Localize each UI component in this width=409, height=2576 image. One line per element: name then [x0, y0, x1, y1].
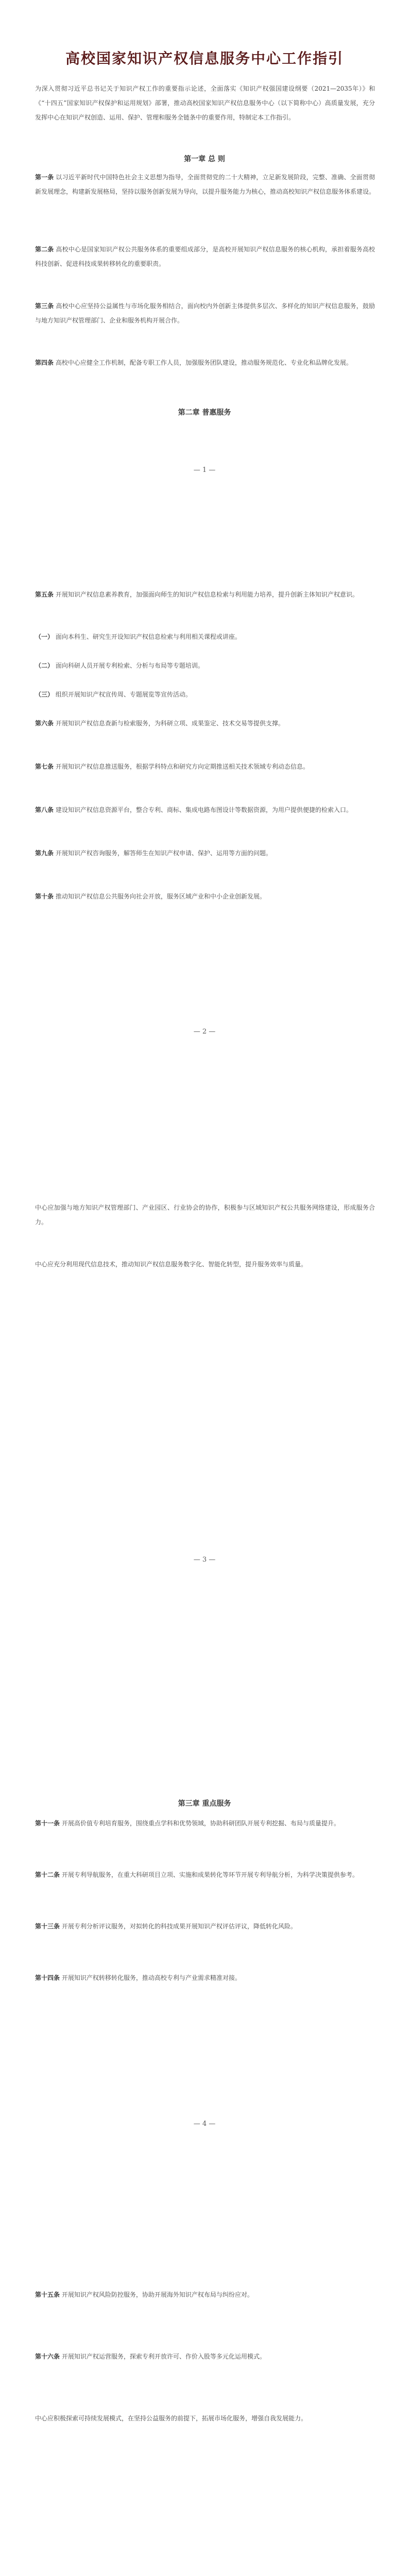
article-label: （三）	[35, 691, 54, 698]
article-label: （一）	[35, 633, 54, 640]
article-text: 推动知识产权信息公共服务向社会开放，服务区域产业和中小企业创新发展。	[55, 893, 266, 900]
article-text: 组织开展知识产权宣传周、专题展览等宣传活动。	[55, 691, 192, 698]
chapter-heading: 第一章 总 则	[184, 155, 225, 163]
article-text: 开展高价值专利培育服务，围绕重点学科和优势领域，协助科研团队开展专利挖掘、布局与质量提升。	[61, 1820, 340, 1827]
page-number: — 2 —	[193, 1028, 216, 1036]
article-text: 开展知识产权信息推送服务，根据学科特点和研究方向定期推送相关技术领域专利动态信息。	[55, 763, 309, 770]
page-title: 高校国家知识产权信息服务中心工作指引	[65, 50, 344, 67]
article	[35, 658, 375, 673]
article-label: 第一条	[35, 174, 54, 181]
article-label: 第九条	[35, 850, 54, 857]
article-text: 开展知识产权咨询服务，解答师生在知识产权申请、保护、运用等方面的问题。	[55, 850, 272, 857]
article-text: 建设知识产权信息资源平台，整合专利、商标、集成电路布图设计等数据资源，为用户提供便捷的检索入口。	[55, 806, 352, 814]
article-label: 第十三条	[35, 1923, 60, 1930]
article-text: 开展知识产权信息查新与检索服务，为科研立项、成果鉴定、技术交易等提供支撑。	[55, 720, 284, 727]
article-label: 第十一条	[35, 1820, 60, 1827]
article	[35, 889, 375, 904]
chapter-heading: 第二章 普惠服务	[178, 409, 231, 417]
article-label: 第五条	[35, 591, 54, 598]
article-label: 第十四条	[35, 1974, 60, 1981]
article	[35, 846, 375, 860]
article-label: 第四条	[35, 359, 54, 366]
article-label: 第十条	[35, 893, 54, 900]
article-text: 高校中心是国家知识产权公共服务体系的重要组成部分，是高校开展知识产权信息服务的核心机构，承担着服务高校科技创新、促进科技成果转移转化的重要职责。	[35, 246, 375, 267]
article-label: 第七条	[35, 763, 54, 770]
article	[35, 170, 375, 199]
article-text: 开展知识产权风险防控服务，协助开展海外知识产权布局与纠纷应对。	[61, 2291, 253, 2298]
article-label: 第十五条	[35, 2291, 60, 2298]
article	[35, 299, 375, 328]
page-number: — 4 —	[193, 2120, 216, 2128]
article-text: 开展专利导航服务，在重大科研项目立项、实施和成果转化等环节开展专利导航分析，为科学决策提供参考。	[61, 1871, 359, 1878]
article-label: 第十六条	[35, 2353, 60, 2360]
article-text: 开展专利分析评议服务，对拟转化的科技成果开展知识产权评估评议，降低转化风险。	[61, 1923, 297, 1930]
chapter-heading: 第三章 重点服务	[178, 1800, 231, 1808]
article-text: 开展知识产权转移转化服务，推动高校专利与产业需求精准对接。	[61, 1974, 241, 1981]
preface-paragraph: 为深入贯彻习近平总书记关于知识产权工作的重要指示论述，全面落实《知识产权强国建设纲要（2021—2035年）》和《“十四五”国家知识产权保护和运用规划》部署，推动高校国家知识产权信息服务中心（以下简称中心）高质量发展，充分发挥中心在知识产权创造、运用、保护、管理和服务全链条中的重要作用，特制定本工作指引。	[35, 85, 375, 121]
extra-paragraph: 中心应加强与地方知识产权管理部门、产业园区、行业协会的协作，积极参与区域知识产权公共服务网络建设，形成服务合力。	[35, 1204, 375, 1226]
article	[35, 687, 375, 702]
article-text: 以习近平新时代中国特色社会主义思想为指导，全面贯彻党的二十大精神，立足新发展阶段，完整、准确、全面贯彻新发展理念，构建新发展格局，坚持以服务创新发展为导向，以提升服务能力为核心，推动高校知识产权信息服务体系建设。	[35, 174, 376, 195]
article-label: 第三条	[35, 302, 54, 310]
article	[35, 1816, 375, 1831]
article-text: 开展知识产权信息素养教育，加强面向师生的知识产权信息检索与利用能力培养，提升创新主体知识产权意识。	[55, 591, 359, 598]
article-text: 面向科研人员开展专利检索、分析与布局等专题培训。	[55, 662, 204, 669]
article-label: 第二条	[35, 246, 54, 253]
article-label: （二）	[35, 662, 54, 669]
article-text: 高校中心应坚持公益属性与市场化服务相结合，面向校内外创新主体提供多层次、多样化的知识产权信息服务，鼓励与地方知识产权管理部门、企业和服务机构开展合作。	[35, 302, 375, 324]
article	[35, 803, 375, 817]
article-text: 高校中心应健全工作机制，配备专职工作人员，加强服务团队建设，推动服务规范化、专业化和品牌化发展。	[55, 359, 352, 366]
article-label: 第十二条	[35, 1871, 60, 1878]
article-label: 第八条	[35, 806, 54, 814]
article	[35, 2287, 375, 2302]
article	[35, 1971, 375, 1985]
article	[35, 587, 375, 602]
article	[35, 716, 375, 731]
article	[35, 1919, 375, 1934]
article	[35, 355, 375, 370]
article-label: 第六条	[35, 720, 54, 727]
article	[35, 759, 375, 774]
extra-paragraph: 中心应充分利用现代信息技术，推动知识产权信息服务数字化、智能化转型，提升服务效率与质量。	[35, 1261, 308, 1268]
article	[35, 242, 375, 271]
article-text: 开展知识产权运营服务，探索专利开放许可、作价入股等多元化运用模式。	[61, 2353, 266, 2360]
page-number: — 1 —	[193, 466, 216, 474]
extra-paragraph: 中心应积极探索可持续发展模式，在坚持公益服务的前提下，拓展市场化服务，增强自我发展能力。	[35, 2415, 308, 2422]
page-number: — 3 —	[193, 1556, 216, 1564]
article-text: 面向本科生、研究生开设知识产权信息检索与利用相关课程或讲座。	[55, 633, 241, 640]
article	[35, 2349, 375, 2364]
article	[35, 1868, 375, 1882]
article	[35, 630, 375, 644]
